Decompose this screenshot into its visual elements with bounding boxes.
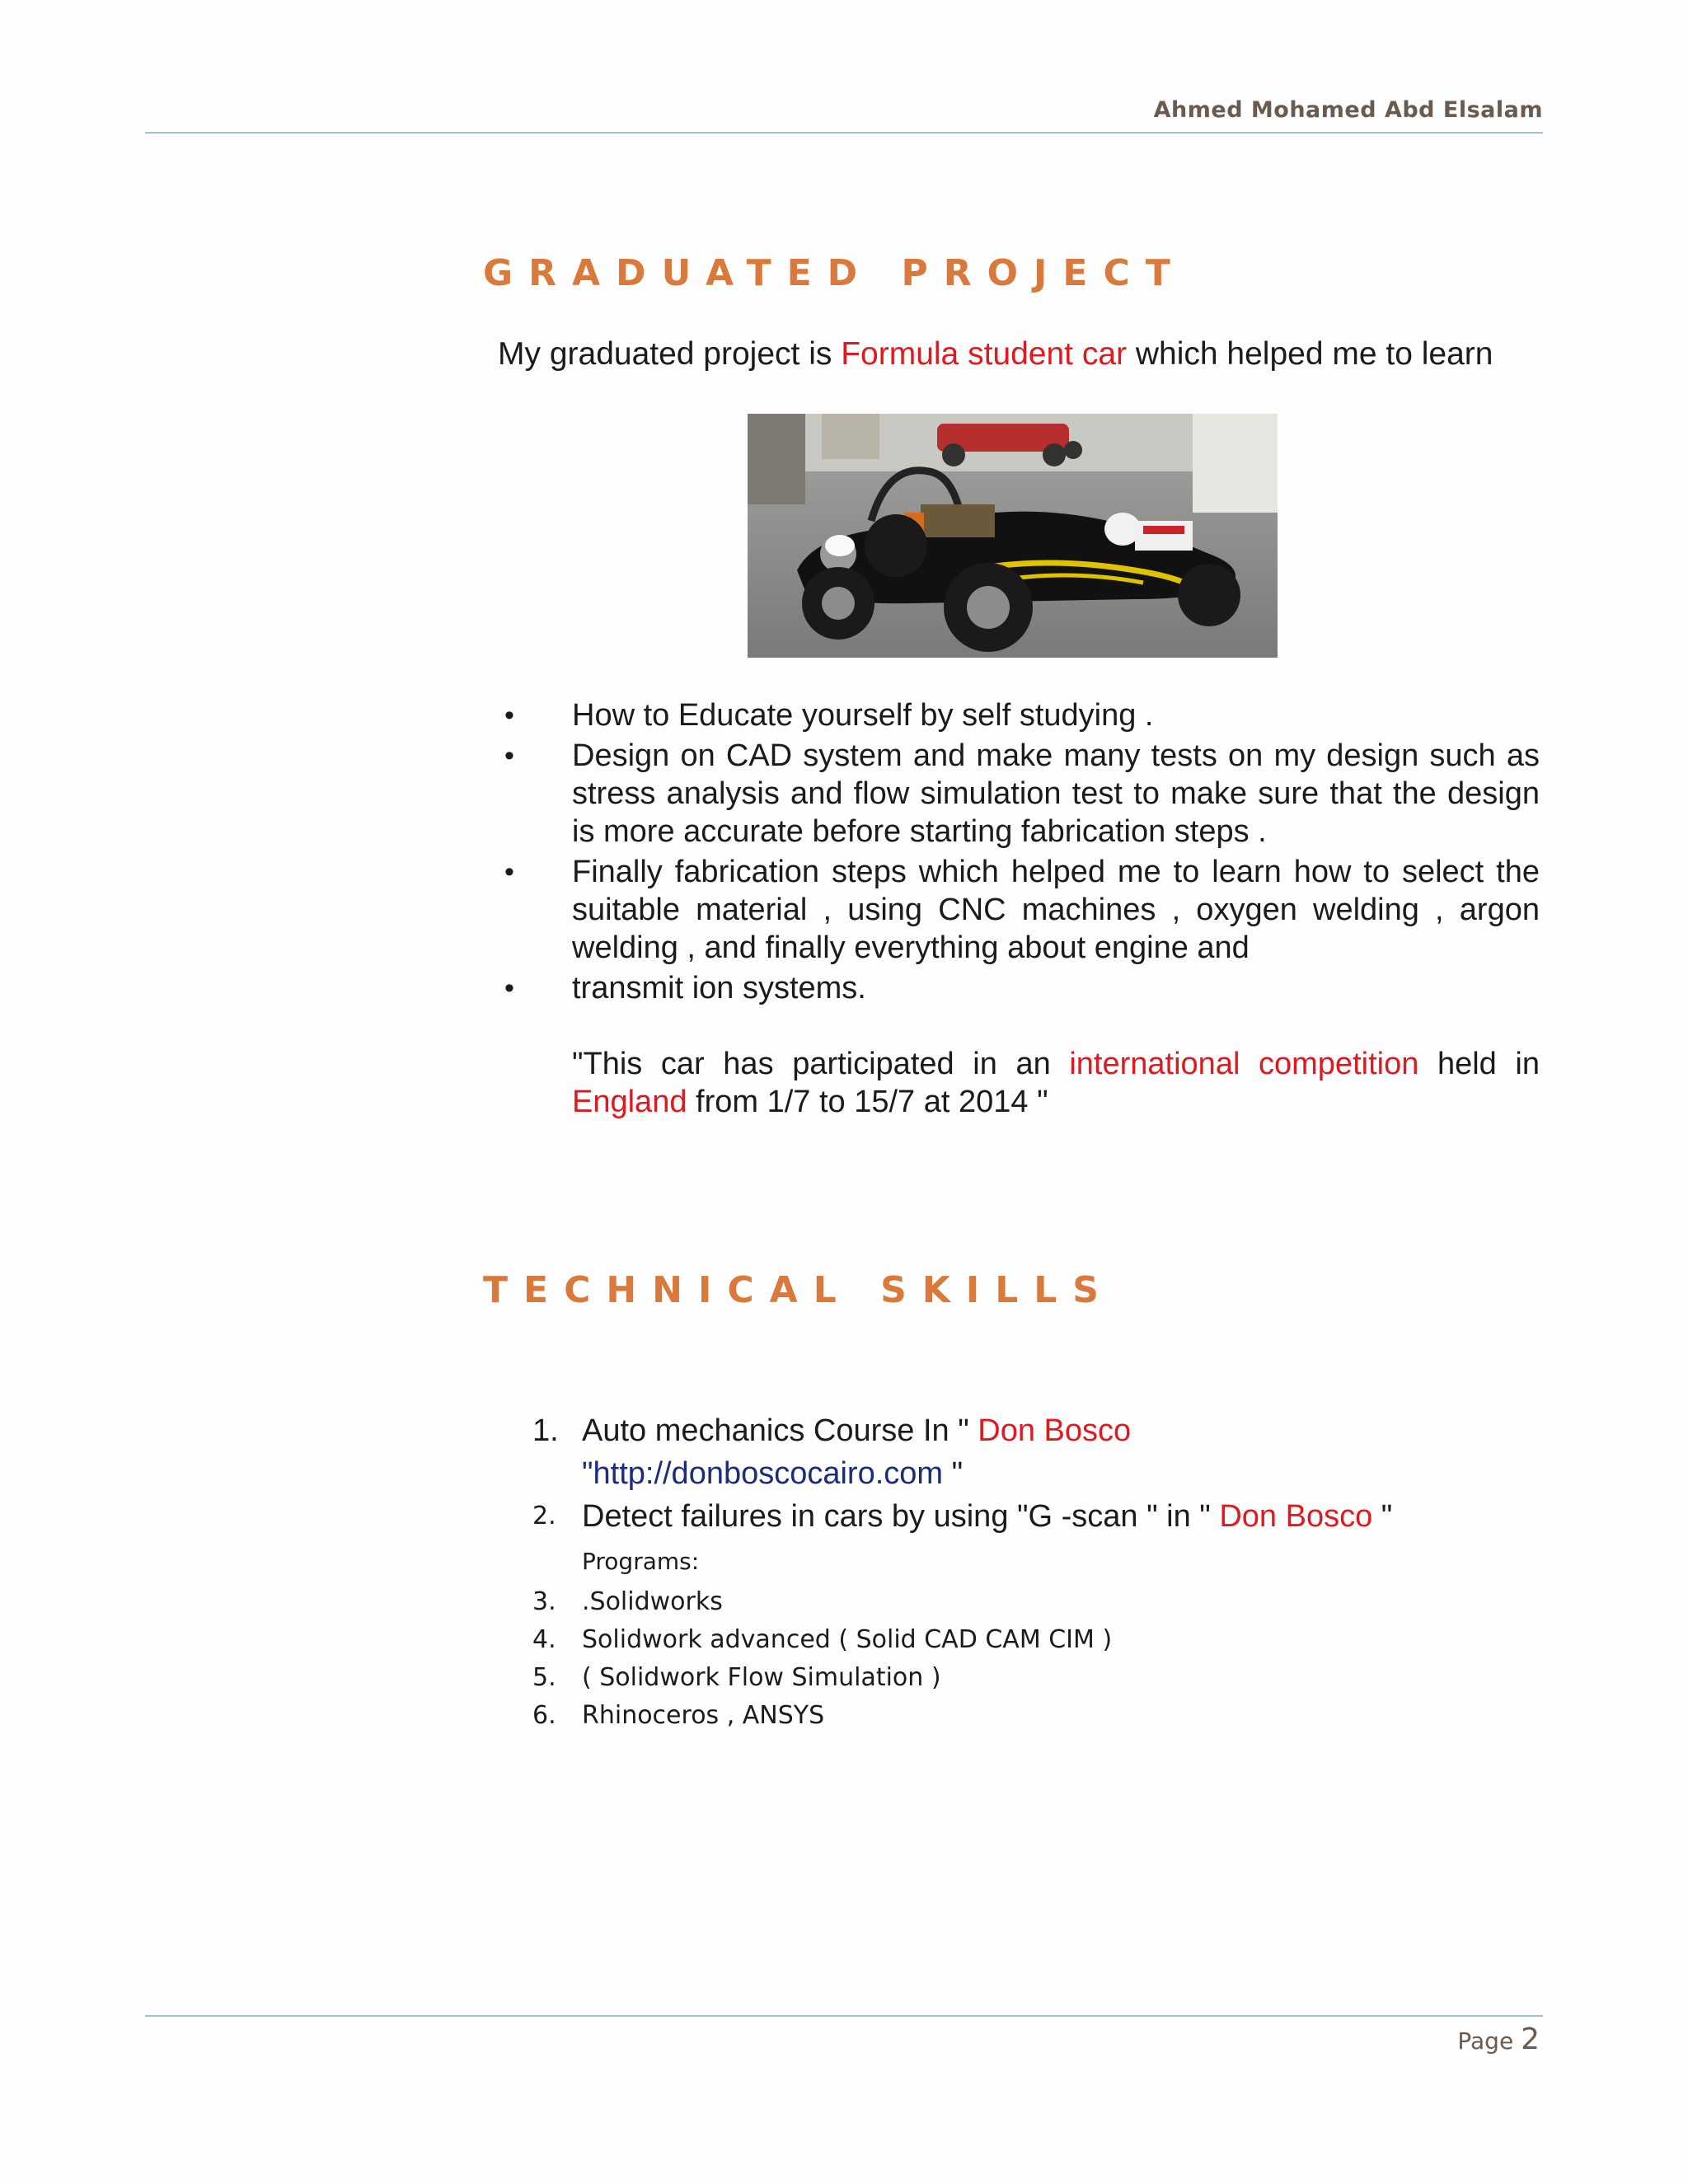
item-number: 5. — [532, 1663, 556, 1692]
list-item: • transmit ion systems. — [504, 969, 1540, 1007]
skills-list — [532, 1409, 1563, 1735]
item-highlight: Don Bosco — [978, 1413, 1132, 1448]
item-number: 3. — [532, 1587, 556, 1616]
quote-part: held in — [1418, 1047, 1540, 1081]
list-item — [532, 1409, 1563, 1495]
item-text: " — [582, 1456, 593, 1491]
list-item — [532, 1495, 1563, 1583]
item-text: Rhinoceros , ANSYS — [582, 1701, 825, 1730]
don-bosco-link[interactable]: http://donboscocairo.com — [593, 1456, 944, 1491]
header-author-name: Ahmed Mohamed Abd Elsalam — [1153, 97, 1543, 123]
quote-part: from 1/7 to 15/7 at 2014 " — [687, 1085, 1048, 1119]
item-text: ( Solidwork Flow Simulation ) — [582, 1663, 941, 1692]
footer-divider — [145, 2015, 1543, 2017]
item-number: 4. — [532, 1625, 556, 1654]
item-number: 2. — [532, 1502, 556, 1530]
page-number-value: 2 — [1521, 2022, 1540, 2056]
list-item — [532, 1697, 1563, 1735]
item-text: Solidwork advanced ( Solid CAD CAM CIM ) — [582, 1625, 1113, 1654]
intro-text-end: which helped me to learn — [1127, 336, 1493, 372]
item-text: " — [943, 1456, 964, 1491]
page-label: Page — [1457, 2027, 1514, 2055]
item-text: " — [1372, 1499, 1393, 1534]
formula-car-illustration — [748, 414, 1278, 658]
quote-part: "This car has participated in an — [572, 1047, 1070, 1081]
item-text: Auto mechanics Course In " — [582, 1413, 978, 1448]
quote-highlight-competition: international competition — [1069, 1047, 1419, 1081]
item-text: .Solidworks — [582, 1587, 723, 1616]
technical-skills-title: TECHNICAL SKILLS — [483, 1269, 1114, 1311]
list-item — [532, 1659, 1563, 1697]
quote-highlight-country: England — [572, 1085, 687, 1119]
intro-text-start: My graduated project is — [498, 336, 842, 372]
item-number: 1. — [532, 1413, 559, 1448]
list-item — [532, 1583, 1563, 1621]
list-item: • Finally fabrication steps which helped me to learn how to select the suitable material , using CNC machines , oxygen welding , argon welding , and finally everything about engine and — [504, 853, 1540, 967]
project-learnings-list — [504, 696, 1540, 1010]
programs-subheading: Programs: — [582, 1548, 700, 1575]
formula-car-photo — [748, 414, 1278, 658]
intro-highlight: Formula student car — [841, 336, 1128, 372]
list-item: • Design on CAD system and make many tests on my design such as stress analysis and flow simulation test to make sure that the design is more accurate before starting fabrication steps . — [504, 737, 1540, 851]
item-text: Detect failures in cars by using "G -scan " in " — [582, 1499, 1220, 1534]
competition-quote — [572, 1045, 1540, 1121]
list-item: • How to Educate yourself by self studying . — [504, 696, 1540, 734]
item-highlight: Don Bosco — [1219, 1499, 1373, 1534]
list-item — [532, 1621, 1563, 1659]
header-divider — [145, 132, 1543, 134]
project-intro — [498, 336, 1493, 373]
item-number: 6. — [532, 1701, 556, 1730]
page-number — [1457, 2022, 1540, 2056]
graduated-project-title: GRADUATED PROJECT — [483, 252, 1186, 294]
